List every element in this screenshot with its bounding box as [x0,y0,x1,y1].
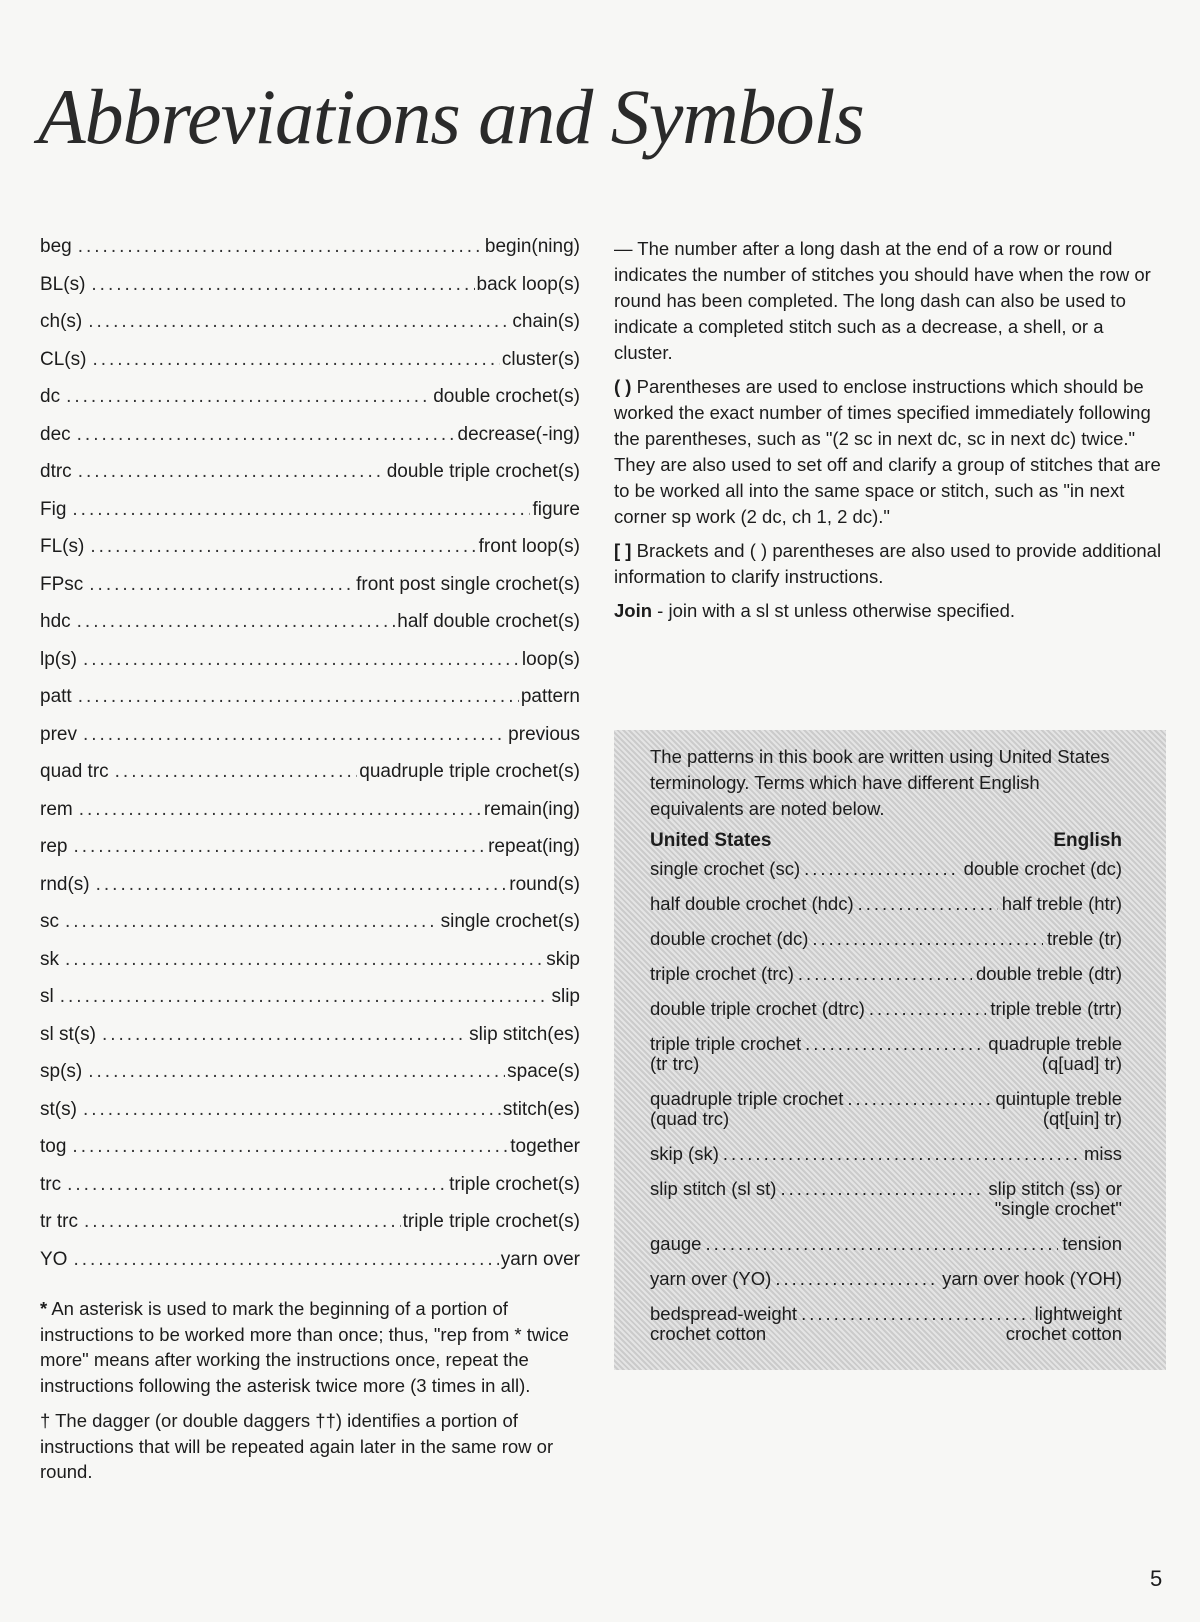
join-label: Join [614,600,653,621]
leader-dots [84,1211,401,1233]
abbreviation-definition: triple triple crochet(s) [402,1211,580,1232]
us-term: triple crochet (trc) [650,963,794,984]
leader-dots [65,911,439,933]
abbreviation-term: dec [40,423,71,445]
abbreviation-row [40,1211,580,1249]
abbreviation-row [40,1024,580,1062]
leader-dots [92,349,499,371]
abbreviation-term: sp(s) [40,1061,83,1082]
leader-dots [723,1143,1080,1164]
abbreviation-definition: repeat(ing) [488,836,580,857]
parentheses-note [614,374,1166,530]
terminology-row [650,998,1122,1019]
dagger-note [40,1408,580,1485]
leader-dots [705,1233,1058,1254]
abbreviation-term: rep [40,836,68,857]
terminology-row-continued [650,1054,1122,1074]
us-term: bedspread-weight [650,1303,798,1324]
us-term: half double crochet (hdc) [650,893,854,914]
abbreviation-definition: single crochet(s) [440,911,580,932]
abbreviation-row [40,311,580,349]
leader-dots [72,499,530,521]
page-title: Abbreviations and Symbols [38,73,864,160]
abbreviation-definition: round(s) [509,873,580,895]
terminology-row [650,1178,1122,1199]
terminology-row [650,1268,1122,1289]
abbreviation-term: Fig [40,498,67,520]
abbreviation-term: patt [40,686,72,707]
abbreviations-rows [40,236,580,1286]
asterisk-text: An asterisk is used to mark the beginning of a portion of instructions to be worked more than once; thus, "rep from * twice more" means after working the instructions once, repeat the instructions following the asterisk twice more (3 times in all). [40,1298,569,1396]
us-term: single crochet (sc) [650,858,801,879]
leader-dots [847,1088,991,1109]
abbreviation-definition: figure [532,498,580,520]
parentheses-text: Parentheses are used to enclose instructions which should be worked the exact number of times specified immediately following the parentheses, such as "(2 sc in next dc, sc in next dc) twice." They are also used to set off and clarify a group of stitches that are to be worked all into the same space or stitch, such as "in next corner sp work (2 dc, ch 1, 2 dc)." [614,376,1161,527]
abbreviation-term: sc [40,911,59,932]
terminology-row [650,928,1122,949]
abbreviation-definition: back loop(s) [476,273,580,295]
abbreviation-row [40,1061,580,1099]
abbreviation-definition: stitch(es) [502,1098,580,1120]
terminology-row-continued [650,1199,1122,1219]
abbreviation-term: lp(s) [40,648,77,670]
terminology-row-continued [650,1324,1122,1344]
abbreviation-definition: chain(s) [512,311,580,332]
english-term: miss [1083,1143,1122,1164]
abbreviation-definition: skip [546,948,580,970]
abbreviation-term: FL(s) [40,536,85,557]
leader-dots [79,799,482,821]
abbreviation-term: beg [40,236,72,257]
abbreviation-definition: slip stitch(es) [469,1023,580,1045]
abbreviation-definition: double triple crochet(s) [386,461,580,482]
leader-dots [73,1249,498,1271]
abbreviation-row [40,461,580,499]
leader-dots [78,236,483,258]
dagger-text: The dagger (or double daggers ††) identifies a portion of instructions that will be repeated again later in the same row or round. [40,1410,554,1482]
leader-dots [67,1174,447,1196]
abbreviation-term: sl st(s) [40,1023,96,1045]
leader-dots [89,574,354,596]
abbreviation-row [40,874,580,912]
abbreviation-term: dc [40,386,61,407]
abbreviation-term: BL(s) [40,273,86,295]
english-term: treble (tr) [1046,928,1122,949]
join-text: - join with a sl st unless otherwise specified. [652,600,1015,621]
english-term: tension [1062,1233,1122,1254]
us-term: gauge [650,1233,702,1254]
abbreviation-row [40,1174,580,1212]
abbreviations-list [40,236,580,1485]
abbreviation-definition: quadruple triple crochet(s) [359,761,580,782]
abbreviation-term: st(s) [40,1098,77,1120]
abbreviation-definition: half double crochet(s) [397,611,580,632]
terminology-row [650,1233,1122,1254]
english-term-continued: (q[uad] tr) [1041,1053,1122,1074]
abbreviation-row [40,649,580,687]
abbreviation-row [40,424,580,462]
abbreviation-row [40,574,580,612]
leader-dots [83,724,506,746]
leader-dots [90,536,476,558]
english-term: lightweight [1034,1303,1122,1324]
abbreviation-term: hdc [40,611,71,632]
english-term-continued: "single crochet" [994,1198,1122,1219]
leader-dots [73,836,486,858]
leader-dots [83,649,520,671]
english-term: yarn over hook (YOH) [942,1268,1122,1289]
abbreviation-row [40,536,580,574]
abbreviation-row [40,986,580,1024]
terminology-row [650,1143,1122,1164]
abbreviation-definition: triple crochet(s) [449,1173,580,1195]
abbreviation-row [40,686,580,724]
terminology-row [650,963,1122,984]
brackets-symbol: [ ] [614,540,632,561]
leader-dots [66,386,431,408]
terminology-row [650,1303,1122,1324]
terminology-row-continued [650,1109,1122,1129]
brackets-note [614,538,1166,590]
dagger-symbol: † [40,1410,51,1431]
leader-dots [65,949,544,971]
leader-dots [88,311,510,333]
english-term: quintuple treble [995,1088,1122,1109]
us-term-continued: (quad trc) [650,1108,730,1129]
abbreviation-row [40,1136,580,1174]
leader-dots [798,963,972,984]
abbreviation-definition: pattern [520,686,580,707]
abbreviation-row [40,274,580,312]
brackets-text: Brackets and ( ) parentheses are also used to provide additional information to clarify instructions. [614,540,1162,587]
leader-dots [77,424,456,446]
leader-dots [60,986,550,1008]
terminology-row [650,1033,1122,1054]
abbreviation-term: sk [40,948,59,970]
leader-dots [775,1268,938,1289]
abbreviation-term: rem [40,798,73,820]
us-term-continued: crochet cotton [650,1323,767,1344]
abbreviation-term: CL(s) [40,348,87,370]
english-term: half treble (htr) [1001,893,1122,914]
abbreviation-row [40,911,580,949]
leader-dots [804,858,960,879]
abbreviation-term: tog [40,1136,67,1157]
terminology-header [650,830,1122,852]
abbreviation-row [40,1099,580,1137]
leader-dots [96,874,508,896]
english-term: double crochet (dc) [963,858,1122,879]
page-number: 5 [1150,1566,1163,1591]
abbreviation-term: YO [40,1248,68,1270]
terminology-row [650,1088,1122,1109]
terminology-rows [650,858,1122,1344]
abbreviation-term: trc [40,1173,62,1195]
us-term: skip (sk) [650,1143,719,1164]
us-term: triple triple crochet [650,1033,802,1054]
abbreviation-row [40,611,580,649]
abbreviation-row [40,386,580,424]
abbreviation-term: tr trc [40,1211,78,1232]
leader-dots [102,1024,467,1046]
leader-dots [780,1178,984,1199]
abbreviation-definition: front post single crochet(s) [356,573,580,595]
abbreviation-definition: remain(ing) [483,798,580,820]
english-term: double treble (dtr) [975,963,1122,984]
abbreviation-definition: decrease(-ing) [457,423,580,445]
abbreviation-definition: yarn over [500,1248,580,1270]
abbreviation-row [40,761,580,799]
abbreviation-definition: front loop(s) [478,536,580,557]
english-term: triple treble (trtr) [990,998,1122,1019]
abbreviation-row [40,1249,580,1287]
english-term: quadruple treble [988,1033,1122,1054]
us-term: double triple crochet (dtrc) [650,998,865,1019]
column-us: United States [650,830,772,851]
parentheses-symbol: ( ) [614,376,632,397]
leader-dots [88,1061,505,1083]
abbreviation-row [40,799,580,837]
abbreviation-term: sl [40,986,54,1007]
abbreviation-definition: double crochet(s) [433,386,580,407]
english-term-continued: (qt[uin] tr) [1042,1108,1122,1129]
abbreviation-term: prev [40,723,77,745]
terminology-row [650,893,1122,914]
leader-dots [805,1033,984,1054]
abbreviation-row [40,836,580,874]
abbreviation-term: ch(s) [40,311,83,332]
symbols-notes [614,236,1166,632]
asterisk-note [40,1296,580,1398]
abbreviation-row [40,724,580,762]
leader-dots [858,893,998,914]
abbreviation-row [40,499,580,537]
terminology-row [650,858,1122,879]
column-english: English [1053,830,1122,851]
abbreviation-definition: space(s) [507,1061,580,1082]
us-term: double crochet (dc) [650,928,809,949]
leader-dots [83,1099,501,1121]
leader-dots [869,998,987,1019]
english-term-continued: crochet cotton [1005,1323,1122,1344]
dash-note: — The number after a long dash at the end of a row or round indicates the number of stitches you should have when the row or round has been completed. The long dash can also be used to indicate a completed stitch such as a decrease, a shell, or a cluster. [614,238,1151,363]
abbreviation-term: quad trc [40,761,109,782]
leader-dots [77,611,396,633]
leader-dots [78,461,385,483]
abbreviation-definition: previous [508,723,580,745]
abbreviation-term: FPsc [40,573,84,595]
leader-dots [115,761,358,783]
leader-dots [812,928,1043,949]
english-term: slip stitch (ss) or [988,1178,1122,1199]
leader-dots [801,1303,1031,1324]
join-note [614,598,1166,624]
abbreviation-term: dtrc [40,461,72,482]
us-term-continued: (tr trc) [650,1053,700,1074]
abbreviation-definition: together [510,1136,580,1157]
us-term: quadruple triple crochet [650,1088,844,1109]
abbreviation-definition: slip [551,986,580,1007]
abbreviation-definition: loop(s) [521,648,580,670]
abbreviation-definition: cluster(s) [501,348,580,370]
terminology-box [614,730,1166,1370]
us-term: yarn over (YO) [650,1268,772,1289]
abbreviation-row [40,349,580,387]
abbreviation-row [40,949,580,987]
leader-dots [91,274,474,296]
leader-dots [72,1136,508,1158]
abbreviation-term: rnd(s) [40,873,90,895]
leader-dots [78,686,519,708]
us-term: slip stitch (sl st) [650,1178,777,1199]
terminology-intro: The patterns in this book are written using United States terminology. Terms which have different English equivalents are noted below. [650,746,1110,819]
abbreviation-row [40,236,580,274]
asterisk-symbol: * [40,1298,48,1319]
abbreviation-definition: begin(ning) [484,236,580,257]
